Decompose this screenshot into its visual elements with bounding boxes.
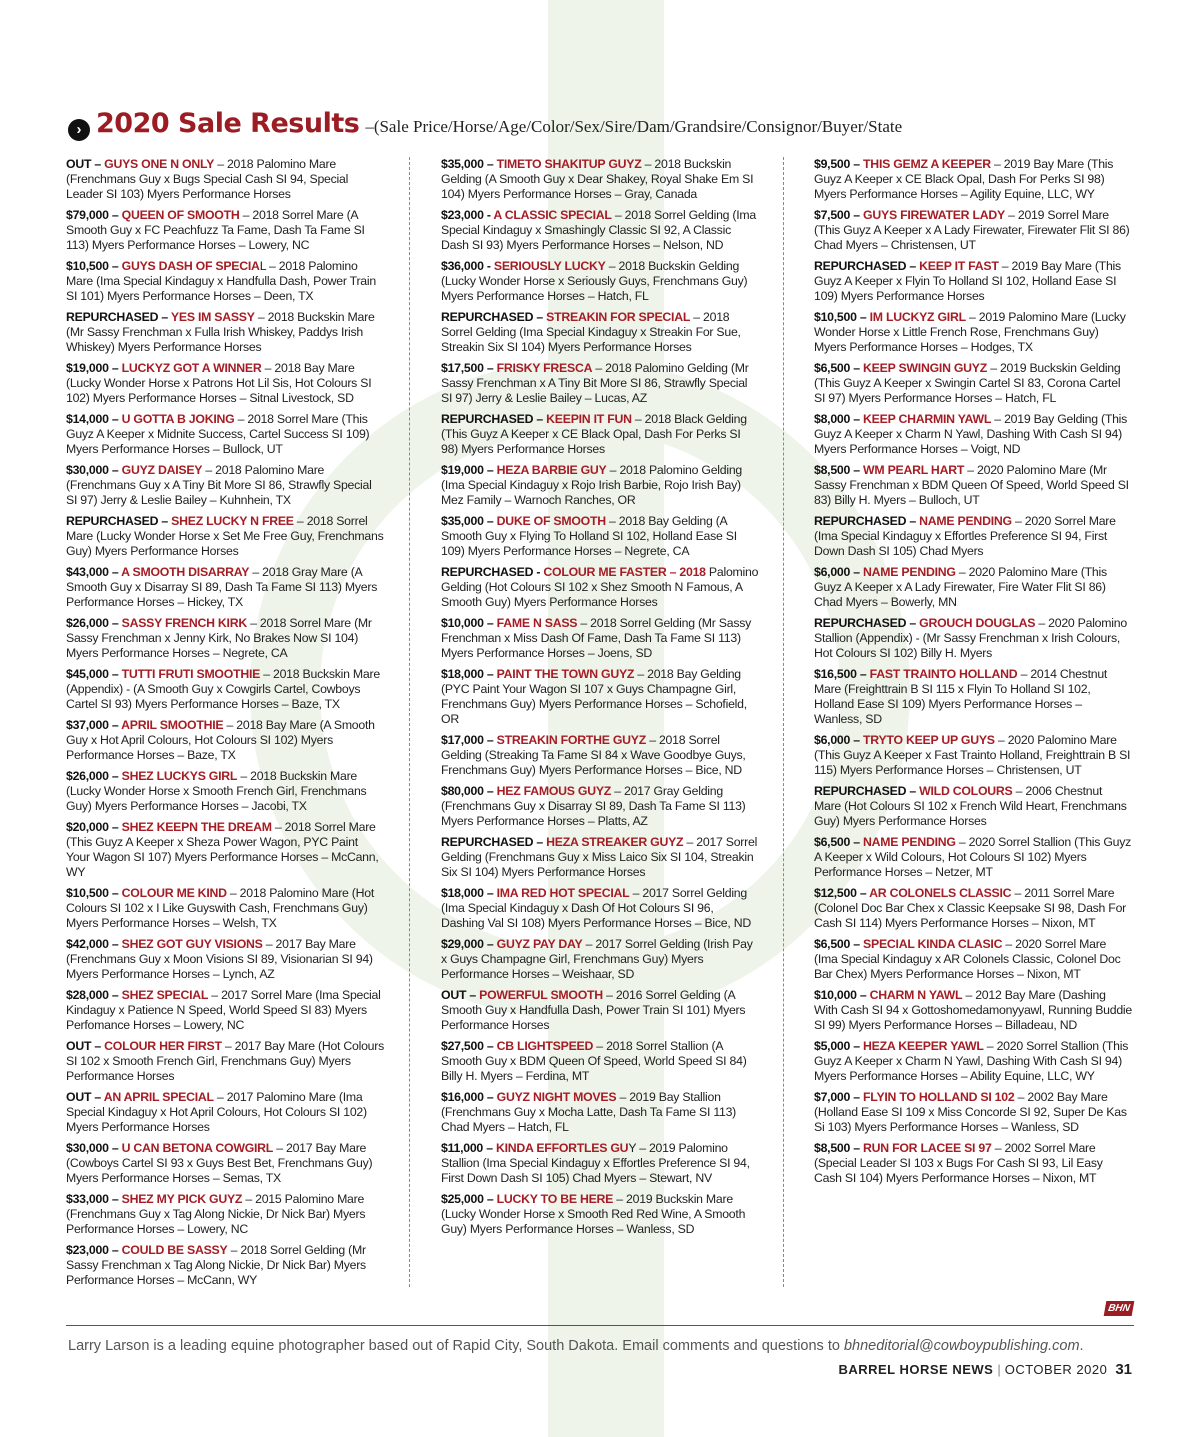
horse-name: KEEP SWINGIN GUYZ xyxy=(863,361,988,375)
sale-entry xyxy=(66,886,384,931)
horse-name: LUCKY TO BE HERE xyxy=(496,1192,614,1206)
horse-name: A SMOOTH DISARRAY xyxy=(121,565,250,579)
sale-price: $33,000 – xyxy=(66,1192,122,1206)
publication-name: BARREL HORSE NEWS xyxy=(838,1362,994,1377)
horse-details: – 2017 Gray Gelding (Frenchmans Guy x Disarray SI 89, Dash Ta Fame SI 113) Myers Performance Horses – Platts, AZ xyxy=(441,784,746,828)
horse-details: – 2019 Bay Gelding (This Guyz A Keeper x Charm N Yawl, Dashing With Cash SI 94) Myers Performance Horses – Voigt, ND xyxy=(814,412,1128,456)
horse-name: GUYZ NIGHT MOVES xyxy=(496,1090,617,1104)
horse-details: – 2017 Sorrel Gelding (Irish Pay x Guys Champagne Girl, Frenchmans Guy) Myers Performance Horses – Weishaar, SD xyxy=(441,937,753,981)
sale-entry xyxy=(814,784,1132,829)
sale-price: $18,000 – xyxy=(441,886,497,900)
results-column-3 xyxy=(814,157,1132,1192)
sale-entry xyxy=(441,361,759,406)
sale-price: $8,500 – xyxy=(814,1141,864,1155)
sale-entry xyxy=(814,1141,1132,1186)
sale-entry xyxy=(814,412,1132,457)
sale-entry xyxy=(441,1141,759,1186)
horse-details: – 2018 Sorrel Gelding (Ima Special Kindaguy x Smashingly Classic SI 92, A Classic Dash SI 93) Myers Performance Horses – Nelson, ND xyxy=(441,208,757,252)
horse-details: – 2020 Palomino Mare (Mr Sassy Frenchman x BDM Queen Of Speed, World Speed SI 83) Billy H. Myers – Bulloch, UT xyxy=(814,463,1129,507)
sale-price: $6,500 – xyxy=(814,361,864,375)
sale-entry xyxy=(441,310,759,355)
sale-price: $14,000 – xyxy=(66,412,122,426)
footer-end: . xyxy=(1079,1338,1084,1354)
horse-name: SERIOUSLY LUCKY xyxy=(493,259,606,273)
horse-name: WM PEARL HART xyxy=(863,463,965,477)
sale-price: $7,500 – xyxy=(814,208,864,222)
sale-price: $45,000 – xyxy=(66,667,122,681)
sale-entry xyxy=(814,565,1132,610)
horse-name: GUYS DASH OF SPECIA xyxy=(121,259,260,273)
sale-price: REPURCHASED – xyxy=(441,310,547,324)
sale-entry xyxy=(66,769,384,814)
horse-name: SHEZ LUCKY N FREE xyxy=(171,514,294,528)
sale-entry xyxy=(66,157,384,202)
sale-entry xyxy=(441,208,759,253)
horse-details: Palomino Gelding (Hot Colours SI 102 x Shez Smooth N Famous, A Smooth Guy) Myers Performance Horses xyxy=(441,565,759,609)
sale-price: $10,500 – xyxy=(814,310,870,324)
sale-entry xyxy=(441,565,759,610)
sale-price: $8,500 – xyxy=(814,463,864,477)
horse-details: – 2020 Sorrel Mare (Ima Special Kindaguy x Effortles Preference SI 94, First Down Dash SI 105) Chad Myers xyxy=(814,514,1116,558)
sale-price: $23,000 - xyxy=(441,208,494,222)
sale-price: $26,000 – xyxy=(66,616,122,630)
sale-entry xyxy=(66,463,384,508)
sale-entry xyxy=(441,463,759,508)
horse-details: – 2018 Bay Mare (Lucky Wonder Horse x Patrons Hot Lil Sis, Hot Colours SI 102) Myers Performance Horses – Sitnal Livestock, SD xyxy=(66,361,372,405)
sale-entry xyxy=(66,1039,384,1084)
horse-details: L – 2018 Palomino Mare (Ima Special Kindaguy x Handfulla Dash, Power Train SI 101) Myers Performance Horses – Deen, TX xyxy=(66,259,376,303)
horse-name: FAME N SASS xyxy=(496,616,578,630)
sale-entry xyxy=(66,988,384,1033)
sale-entry xyxy=(66,937,384,982)
horse-name: AR COLONELS CLASSIC xyxy=(869,886,1012,900)
footer-credit xyxy=(68,1338,1084,1354)
sale-price: REPURCHASED – xyxy=(66,514,172,528)
horse-details: – 2019 Buckskin Mare (Lucky Wonder Horse x Smooth Red Red Wine, A Smooth Guy) Myers Performance Horses – Wanless, SD xyxy=(441,1192,746,1236)
horse-name: U GOTTA B JOKING xyxy=(121,412,235,426)
sale-entry xyxy=(814,157,1132,202)
horse-details: – 2019 Palomino Mare (Lucky Wonder Horse x Little French Rose, Frenchmans Guy) Myers Performance Horses – Hodges, TX xyxy=(814,310,1126,354)
horse-details: – 2011 Sorrel Mare (Colonel Doc Bar Chex x Classic Keepsake SI 98, Dash For Cash SI 114) Myers Performance Horses – Nixon, MT xyxy=(814,886,1127,930)
horse-details: – 2018 Bay Gelding (A Smooth Guy x Flying To Holland SI 102, Holland Ease SI 109) Myers Performance Horses – Negrete, CA xyxy=(441,514,737,558)
horse-name: GUYS ONE N ONLY xyxy=(104,157,215,171)
sale-entry xyxy=(814,208,1132,253)
sale-price: $10,500 – xyxy=(66,886,122,900)
sale-price: $6,000 – xyxy=(814,733,864,747)
sale-price: $19,000 – xyxy=(66,361,122,375)
sale-entry xyxy=(441,733,759,778)
horse-name: NAME PENDING xyxy=(863,565,956,579)
sale-price: $42,000 – xyxy=(66,937,122,951)
sale-price: $6,500 – xyxy=(814,835,864,849)
sale-entry xyxy=(66,310,384,355)
sale-price: $10,500 – xyxy=(66,259,122,273)
sale-price: REPURCHASED – xyxy=(441,412,547,426)
horse-name: SHEZ GOT GUY VISIONS xyxy=(121,937,263,951)
horse-name: RUN FOR LACEE SI 97 xyxy=(863,1141,992,1155)
horse-details: – 2020 Palomino Mare (This Guyz A Keeper x A Lady Firewater, Fire Water Flit SI 86) Chad Myers – Bowerly, MN xyxy=(814,565,1107,609)
horse-details: – 2018 Buckskin Mare (Appendix) - (A Smooth Guy x Cowgirls Cartel, Cowboys Cartel SI 93) Myers Performance Horses – Baze, TX xyxy=(66,667,380,711)
horse-name: STREAKIN FOR SPECIAL xyxy=(546,310,691,324)
sale-entry xyxy=(814,667,1132,727)
sale-entry xyxy=(66,259,384,304)
sale-price: $36,000 - xyxy=(441,259,494,273)
horse-name: GUYZ PAY DAY xyxy=(496,937,583,951)
horse-details: – 2018 Sorrel Mare (This Guyz A Keeper x Sheza Power Wagon, PYC Paint Your Wagon SI 107) Myers Performance Horses – McCann, WY xyxy=(66,820,379,879)
horse-name: KEEP IT FAST xyxy=(919,259,999,273)
sale-price: $23,000 – xyxy=(66,1243,122,1257)
horse-details: – 2018 Bay Mare (A Smooth Guy x Hot April Colours, Hot Colours SI 102) Myers Performance Horses – Baze, TX xyxy=(66,718,375,762)
horse-details: Y – 2019 Palomino Stallion (Ima Special Kindaguy x Effortles Preference SI 94, First Down Dash SI 105) Chad Myers – Stewart, NV xyxy=(441,1141,750,1185)
horse-name: SHEZ KEEPN THE DREAM xyxy=(121,820,272,834)
horse-details: – 2017 Sorrel Mare (Ima Special Kindaguy x Patience N Speed, World Speed SI 83) Myers Perfomance Horses – Lowery, NC xyxy=(66,988,381,1032)
horse-name: KEEPIN IT FUN xyxy=(546,412,632,426)
sale-entry xyxy=(441,259,759,304)
sale-entry xyxy=(814,361,1132,406)
column-divider xyxy=(409,157,410,1287)
sale-entry xyxy=(814,1090,1132,1135)
sale-entry xyxy=(66,1090,384,1135)
sale-price: $30,000 – xyxy=(66,1141,122,1155)
horse-details: – 2018 Sorrel Mare (A Smooth Guy x FC Peachfuzz Ta Fame, Dash Ta Fame SI 113) Myers Performance Horses – Lowery, NC xyxy=(66,208,365,252)
sale-price: $8,000 – xyxy=(814,412,864,426)
horse-details: – 2018 Palomino Mare (Hot Colours SI 102 x I Like Guyswith Cash, Frenchmans Guy) Myers Performance Horses – Welsh, TX xyxy=(66,886,375,930)
horse-details: – 2020 Sorrel Mare (Ima Special Kindaguy x AR Colonels Classic, Colonel Doc Bar Chex) Myers Performance Horses – Nixon, MT xyxy=(814,937,1121,981)
sale-price: REPURCHASED - xyxy=(441,565,544,579)
horse-details: – 2017 Bay Mare (Hot Colours SI 102 x Smooth French Girl, Frenchmans Guy) Myers Performance Horses xyxy=(66,1039,385,1083)
horse-details: – 2017 Palomino Mare (Ima Special Kindaguy x Hot April Colours, Hot Colours SI 102) Myers Performance Horses xyxy=(66,1090,367,1134)
horse-name: HEZ FAMOUS GUYZ xyxy=(496,784,612,798)
horse-details: – 2016 Sorrel Gelding (A Smooth Guy x Handfulla Dash, Power Train SI 101) Myers Performance Horses xyxy=(441,988,746,1032)
sale-price: $16,000 – xyxy=(441,1090,497,1104)
horse-details: – 2018 Bay Gelding (PYC Paint Your Wagon SI 107 x Guys Champagne Girl, Frenchmans Guy) Myers Performance Horses – Schofield, OR xyxy=(441,667,747,726)
sale-entry xyxy=(814,886,1132,931)
horse-name: TUTTI FRUTI SMOOTHIE xyxy=(121,667,261,681)
sale-price: REPURCHASED – xyxy=(66,310,171,324)
horse-details: – 2018 Buckskin Gelding (A Smooth Guy x Dear Shakey, Royal Shake Em SI 104) Myers Performance Horses – Gray, Canada xyxy=(441,157,754,201)
sale-price: $6,000 – xyxy=(814,565,864,579)
sale-price: $18,000 – xyxy=(441,667,497,681)
horse-details: – 2017 Sorrel Gelding (Ima Special Kindaguy x Dash Of Hot Colours SI 96, Dashing Val SI 108) Myers Performance Horses – Bice, ND xyxy=(441,886,751,930)
sale-price: $28,000 – xyxy=(66,988,122,1002)
horse-name: THIS GEMZ A KEEPER xyxy=(863,157,991,171)
sale-price: $25,000 – xyxy=(441,1192,497,1206)
sale-entry xyxy=(814,1039,1132,1084)
horse-details: – 2018 Buckskin Mare (Mr Sassy Frenchman x Fulla Irish Whiskey, Paddys Irish Whiskey) Myers Performance Horses xyxy=(66,310,375,354)
sale-price: $6,500 – xyxy=(814,937,864,951)
horse-details: – 2017 Bay Mare (Cowboys Cartel SI 93 x Guys Best Bet, Frenchmans Guy) Myers Performance Horses – Semas, TX xyxy=(66,1141,373,1185)
sale-price: $79,000 – xyxy=(66,208,122,222)
horse-details: – 2014 Chestnut Mare (Freighttrain B SI 115 x Flyin To Holland SI 102, Holland Ease SI 109) Myers Performance Horses – Wanless, SD xyxy=(814,667,1108,726)
horse-name: FRISKY FRESCA xyxy=(496,361,593,375)
horse-name: KEEP CHARMIN YAWL xyxy=(863,412,992,426)
horse-name: HEZA BARBIE GUY xyxy=(496,463,607,477)
sale-price: $43,000 – xyxy=(66,565,122,579)
sale-price: $20,000 – xyxy=(66,820,122,834)
horse-details: – 2018 Sorrel Stallion (A Smooth Guy x BDM Queen Of Speed, World Speed SI 84) Billy H. Myers – Ferdina, MT xyxy=(441,1039,747,1083)
horse-details: – 2020 Sorrel Stallion (This Guyz A Keeper x Charm N Yawl, Dashing With Cash SI 94) Myers Performance Horses – Ability Equine, LLC, WY xyxy=(814,1039,1129,1083)
page-folio xyxy=(838,1361,1132,1378)
horse-details: – 2019 Buckskin Gelding (This Guyz A Keeper x Swingin Cartel SI 83, Corona Cartel SI 97) Myers Performance Horses – Hatch, FL xyxy=(814,361,1121,405)
sale-price: $17,000 – xyxy=(441,733,497,747)
horse-details: – 2006 Chestnut Mare (Hot Colours SI 102 x French Wild Heart, Frenchmans Guy) Myers Performance Horses xyxy=(814,784,1127,828)
sale-entry xyxy=(66,667,384,712)
sale-entry xyxy=(66,820,384,880)
section-header xyxy=(68,108,902,139)
horse-name: SPECIAL KINDA CLASIC xyxy=(863,937,1003,951)
horse-details: – 2018 Sorrel Gelding (Mr Sassy Frenchman x Tag Along Nickie, Dr Nick Bar) Myers Performance Horses – McCann, WY xyxy=(66,1243,366,1287)
horse-details: – 2019 Bay Mare (This Guyz A Keeper x Flyin To Holland SI 102, Holland Ease SI 109) Myers Performance Horses xyxy=(814,259,1121,303)
sale-price: $26,000 – xyxy=(66,769,122,783)
page-number: 31 xyxy=(1115,1361,1132,1378)
sale-price: REPURCHASED – xyxy=(814,616,920,630)
chevron-right-circle-icon: › xyxy=(68,119,90,141)
horse-details: – 2018 Palomino Mare (Frenchmans Guy x Bugs Special Cash SI 94, Special Leader SI 103) Myers Performance Horses xyxy=(66,157,349,201)
horse-name: KINDA EFFORTLES GU xyxy=(495,1141,629,1155)
horse-name: CB LIGHTSPEED xyxy=(496,1039,594,1053)
sale-entry xyxy=(441,667,759,727)
horse-details: – 2018 Buckskin Gelding (Lucky Wonder Horse x Seriously Guys, Frenchmans Guy) Myers Performance Horses – Hatch, FL xyxy=(441,259,748,303)
sale-entry xyxy=(441,1039,759,1084)
horse-details: – 2018 Palomino Gelding (Ima Special Kindaguy x Rojo Irish Barbie, Rojo Irish Bay) Mez Family – Warnoch Ranches, OR xyxy=(441,463,743,507)
sale-entry xyxy=(814,937,1132,982)
bhn-logo: BHN xyxy=(1104,1301,1135,1316)
horse-name: FLYIN TO HOLLAND SI 102 xyxy=(863,1090,1015,1104)
horse-name: PAINT THE TOWN GUYZ xyxy=(496,667,635,681)
horse-name: STREAKIN FORTHE GUYZ xyxy=(496,733,647,747)
horse-name: COLOUR HER FIRST xyxy=(104,1039,222,1053)
sale-price: REPURCHASED – xyxy=(441,835,547,849)
horse-name: POWERFUL SMOOTH xyxy=(479,988,603,1002)
horse-name: SHEZ MY PICK GUYZ xyxy=(121,1192,243,1206)
sale-price: OUT – xyxy=(66,157,105,171)
horse-details: – 2018 Sorrel Gelding (Mr Sassy Frenchman x Miss Dash Of Fame, Dash Ta Fame SI 113) Myers Performance Horses – Joens, SD xyxy=(441,616,752,660)
horse-name: GUYZ DAISEY xyxy=(121,463,203,477)
horse-name: FAST TRAINTO HOLLAND xyxy=(869,667,1018,681)
horse-details: – 2018 Black Gelding (This Guyz A Keeper x CE Black Opal, Dash For Perks SI 98) Myers Performance Horses xyxy=(441,412,747,456)
horse-name: APRIL SMOOTHIE xyxy=(121,718,224,732)
horse-name: A CLASSIC SPECIAL xyxy=(493,208,612,222)
sale-entry xyxy=(66,1141,384,1186)
sale-entry xyxy=(814,835,1132,880)
horse-details: – 2018 Sorrel Mare (Lucky Wonder Horse x Set Me Free Guy, Frenchmans Guy) Myers Performance Horses xyxy=(66,514,384,558)
page-title: 2020 Sale Results xyxy=(96,108,360,139)
sale-price: $16,500 – xyxy=(814,667,870,681)
horse-name: CHARM N YAWL xyxy=(869,988,963,1002)
horse-details: – 2002 Bay Mare (Holland Ease SI 109 x Miss Concorde SI 92, Super De Kas Si 103) Myers Performance Horses – Wanless, SD xyxy=(814,1090,1127,1134)
sale-price: OUT – xyxy=(441,988,480,1002)
sale-entry xyxy=(441,784,759,829)
issue-date: OCTOBER 2020 xyxy=(1004,1362,1108,1377)
horse-name: DUKE OF SMOOTH xyxy=(496,514,606,528)
horse-details: – 2020 Sorrel Stallion (This Guyz A Keeper x Wild Colours, Hot Colours SI 102) Myers Performance Horses – Netzer, MT xyxy=(814,835,1132,879)
horse-details: – 2019 Bay Stallion (Frenchmans Guy x Mocha Latte, Dash Ta Fame SI 113) Chad Myers – Hatch, FL xyxy=(441,1090,737,1134)
horse-details: – 2017 Sorrel Gelding (Frenchmans Guy x Miss Laico Six SI 104, Streakin Six SI 104) Myers Performance Horses xyxy=(441,835,758,879)
horse-name: SASSY FRENCH KIRK xyxy=(121,616,247,630)
sale-price: $19,000 – xyxy=(441,463,497,477)
horse-name: SHEZ LUCKYS GIRL xyxy=(121,769,238,783)
sale-entry xyxy=(441,514,759,559)
sale-price: OUT – xyxy=(66,1039,105,1053)
horse-details: – 2020 Palomino Stallion (Appendix) - (Mr Sassy Frenchman x Irish Colours, Hot Colours SI 102) Billy H. Myers xyxy=(814,616,1127,660)
sale-price: REPURCHASED – xyxy=(814,784,920,798)
horse-name: IM LUCKYZ GIRL xyxy=(869,310,966,324)
sale-price: $80,000 – xyxy=(441,784,497,798)
sale-entry xyxy=(441,1090,759,1135)
sale-entry xyxy=(441,412,759,457)
page-subtitle: –(Sale Price/Horse/Age/Color/Sex/Sire/Dam/Grandsire/Consignor/Buyer/State xyxy=(365,117,903,136)
sale-entry xyxy=(814,733,1132,778)
sale-price: REPURCHASED – xyxy=(814,259,920,273)
sale-entry xyxy=(814,616,1132,661)
footer-email-link[interactable]: bhneditorial@cowboypublishing.com xyxy=(843,1338,1080,1354)
footer-rule xyxy=(66,1325,1134,1326)
horse-details: – 2018 Sorrel Mare (Mr Sassy Frenchman x Jenny Kirk, No Brakes Now SI 104) Myers Performance Horses – Negrete, CA xyxy=(66,616,372,660)
horse-details: – 2019 Bay Mare (This Guyz A Keeper x CE Black Opal, Dash For Perks SI 98) Myers Performance Horses – Agility Equine, LLC, WY xyxy=(814,157,1114,201)
horse-name: TIMETO SHAKITUP GUYZ xyxy=(496,157,642,171)
horse-name: GROUCH DOUGLAS xyxy=(919,616,1036,630)
sale-entry xyxy=(441,157,759,202)
sale-price: $17,500 – xyxy=(441,361,497,375)
sale-price: $7,000 – xyxy=(814,1090,864,1104)
sale-entry xyxy=(66,361,384,406)
sale-price: $30,000 – xyxy=(66,463,122,477)
sale-price: $12,500 – xyxy=(814,886,870,900)
horse-name: WILD COLOURS xyxy=(919,784,1013,798)
sale-price: $5,000 – xyxy=(814,1039,864,1053)
column-divider xyxy=(783,157,784,1287)
sale-entry xyxy=(814,514,1132,559)
sale-price: $27,500 – xyxy=(441,1039,497,1053)
horse-details: – 2019 Sorrel Mare (This Guyz A Keeper x A Lady Firewater, Firewater Flit SI 86) Chad Myers – Christensen, UT xyxy=(814,208,1130,252)
sale-entry xyxy=(814,259,1132,304)
horse-details: – 2002 Sorrel Mare (Special Leader SI 103 x Bugs For Cash SI 93, Lil Easy Cash SI 104) Myers Performance Horses – Nixon, MT xyxy=(814,1141,1103,1185)
sale-price: $29,000 – xyxy=(441,937,497,951)
horse-details: – 2018 Palomino Mare (Frenchmans Guy x A Tiny Bit More SI 86, Strawfly Special SI 97) Jerry & Leslie Bailey – Kuhnhein, TX xyxy=(66,463,372,507)
horse-name: HEZA KEEPER YAWL xyxy=(863,1039,984,1053)
sale-price: $10,000 – xyxy=(814,988,870,1002)
sale-price: $11,000 – xyxy=(441,1141,496,1155)
horse-name: COLOUR ME FASTER – 2018 xyxy=(543,565,706,579)
horse-name: COULD BE SASSY xyxy=(121,1243,228,1257)
horse-name: TRYTO KEEP UP GUYS xyxy=(863,733,995,747)
horse-details: – 2015 Palomino Mare (Frenchmans Guy x Tag Along Nickie, Dr Nick Bar) Myers Performance Horses – Lowery, NC xyxy=(66,1192,366,1236)
horse-name: HEZA STREAKER GUYZ xyxy=(546,835,684,849)
horse-details: – 2018 Sorrel Gelding (Streaking Ta Fame SI 84 x Wave Goodbye Guys, Frenchmans Guy) Myers Performance Horses – Bice, ND xyxy=(441,733,746,777)
horse-name: QUEEN OF SMOOTH xyxy=(121,208,240,222)
sale-entry xyxy=(66,616,384,661)
horse-details: – 2018 Sorrel Gelding (Ima Special Kindaguy x Streakin For Sue, Streakin Six SI 104) Myers Performance Horses xyxy=(441,310,741,354)
results-column-1 xyxy=(66,157,384,1294)
sale-entry xyxy=(441,616,759,661)
sale-price: OUT – xyxy=(66,1090,104,1104)
horse-name: SHEZ SPECIAL xyxy=(121,988,209,1002)
sale-entry xyxy=(66,565,384,610)
horse-name: U CAN BETONA COWGIRL xyxy=(121,1141,274,1155)
sale-price: $9,500 – xyxy=(814,157,864,171)
sale-price: $35,000 – xyxy=(441,157,497,171)
sale-entry xyxy=(66,1192,384,1237)
horse-name: AN APRIL SPECIAL xyxy=(103,1090,214,1104)
sale-entry xyxy=(66,514,384,559)
sale-price: $37,000 – xyxy=(66,718,122,732)
sale-price: REPURCHASED – xyxy=(814,514,920,528)
horse-details: – 2017 Bay Mare (Frenchmans Guy x Moon Visions SI 89, Visionarian SI 94) Myers Performance Horses – Lynch, AZ xyxy=(66,937,373,981)
horse-details: – 2018 Sorrel Mare (This Guyz A Keeper x Midnite Success, Cartel Success SI 109) Myers Performance Horses – Bullock, UT xyxy=(66,412,370,456)
results-column-2 xyxy=(441,157,759,1243)
sale-entry xyxy=(441,835,759,880)
sale-entry xyxy=(441,1192,759,1237)
horse-name: YES IM SASSY xyxy=(170,310,255,324)
sale-entry xyxy=(66,718,384,763)
sale-price: $35,000 – xyxy=(441,514,497,528)
horse-name: NAME PENDING xyxy=(919,514,1012,528)
sale-entry xyxy=(66,412,384,457)
sale-entry xyxy=(814,988,1132,1033)
horse-details: – 2018 Gray Mare (A Smooth Guy x Disarray SI 89, Dash Ta Fame SI 113) Myers Performance Horses – Hickey, TX xyxy=(66,565,378,609)
horse-details: – 2012 Bay Mare (Dashing With Cash SI 94 x Gottoshomedamonyyawl, Running Buddie SI 99) Myers Performance Horses – Billadeau, ND xyxy=(814,988,1133,1032)
sale-entry xyxy=(441,937,759,982)
sale-entry xyxy=(66,1243,384,1288)
sale-entry xyxy=(441,988,759,1033)
sale-price: $10,000 – xyxy=(441,616,497,630)
horse-name: IMA RED HOT SPECIAL xyxy=(496,886,630,900)
footer-text: Larry Larson is a leading equine photographer based out of Rapid City, South Dakota. Email comments and questions to xyxy=(68,1338,844,1354)
sale-entry xyxy=(814,310,1132,355)
sale-entry xyxy=(66,208,384,253)
horse-details: – 2020 Palomino Mare (This Guyz A Keeper x Fast Trainto Holland, Freighttrain B SI 115) Myers Performance Horses – Christensen, UT xyxy=(814,733,1131,777)
sale-entry xyxy=(814,463,1132,508)
folio-separator: | xyxy=(997,1362,1001,1377)
horse-name: LUCKYZ GOT A WINNER xyxy=(121,361,262,375)
horse-name: NAME PENDING xyxy=(863,835,956,849)
horse-name: GUYS FIREWATER LADY xyxy=(863,208,1005,222)
horse-details: – 2018 Buckskin Mare (Lucky Wonder Horse x Smooth French Girl, Frenchmans Guy) Myers Performance Horses – Jacobi, TX xyxy=(66,769,367,813)
horse-details: – 2018 Palomino Gelding (Mr Sassy Frenchman x A Tiny Bit More SI 86, Strawfly Special SI 97) Jerry & Leslie Bailey – Lucas, AZ xyxy=(441,361,749,405)
sale-entry xyxy=(441,886,759,931)
horse-name: COLOUR ME KIND xyxy=(121,886,227,900)
